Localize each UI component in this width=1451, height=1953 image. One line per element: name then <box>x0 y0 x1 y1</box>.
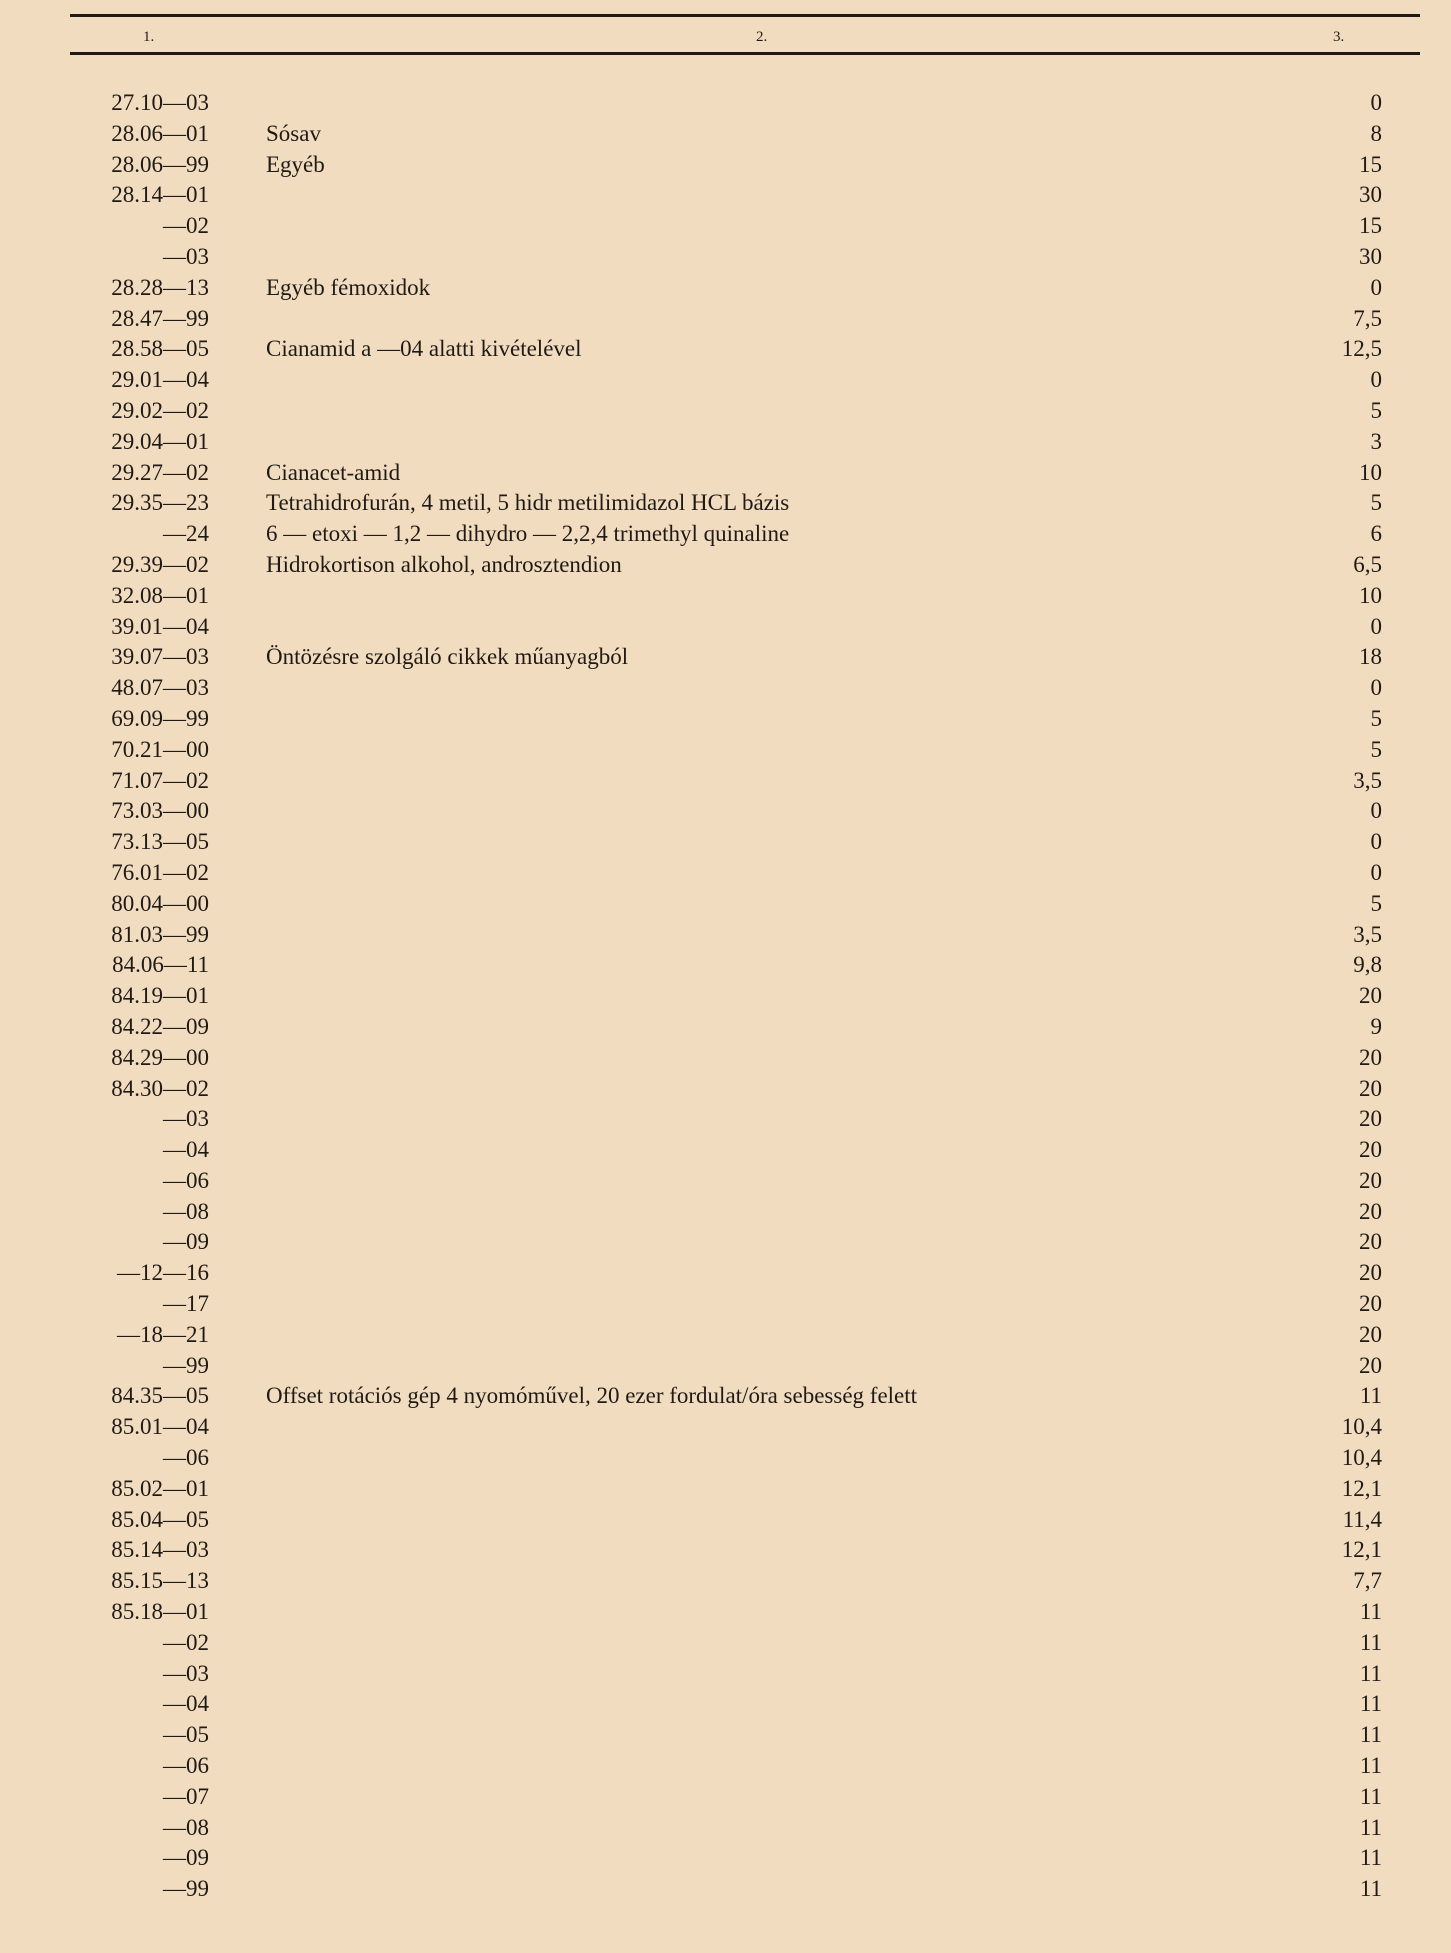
table-row <box>0 1166 1451 1197</box>
table-row <box>0 396 1451 427</box>
column-header-3: 3. <box>1333 29 1345 45</box>
duty-rate-value: 15 <box>1359 213 1382 239</box>
duty-rate-value: 0 <box>1370 675 1382 701</box>
header-top-rule <box>70 14 1420 17</box>
duty-rate-value: 11 <box>1359 1814 1382 1840</box>
table-row <box>0 1197 1451 1228</box>
tariff-code: —09 <box>163 1229 209 1255</box>
duty-rate-value: 9,8 <box>1353 952 1382 978</box>
tariff-table <box>0 88 1451 1905</box>
duty-rate-value: 8 <box>1370 120 1382 146</box>
tariff-code: —18—21 <box>117 1321 209 1347</box>
duty-rate-value: 11 <box>1359 1876 1382 1902</box>
tariff-code: 84.35—05 <box>111 1383 209 1409</box>
table-row <box>0 1782 1451 1813</box>
tariff-code: 85.14—03 <box>111 1537 209 1563</box>
tariff-code: —05 <box>163 1722 209 1748</box>
duty-rate-value: 9 <box>1370 1013 1382 1039</box>
tariff-code: —24 <box>163 521 209 547</box>
duty-rate-value: 20 <box>1359 1291 1382 1317</box>
table-row <box>0 1474 1451 1505</box>
duty-rate-value: 12,1 <box>1341 1475 1382 1501</box>
duty-rate-value: 0 <box>1370 367 1382 393</box>
tariff-code: 29.27—02 <box>111 459 209 485</box>
table-row <box>0 1258 1451 1289</box>
table-row <box>0 1381 1451 1412</box>
table-row <box>0 920 1451 951</box>
duty-rate-value: 7,5 <box>1353 305 1382 331</box>
duty-rate-value: 6,5 <box>1353 551 1382 577</box>
duty-rate-value: 0 <box>1370 859 1382 885</box>
table-row <box>0 211 1451 242</box>
tariff-code: 71.07—02 <box>111 767 209 793</box>
item-description: Tetrahidrofurán, 4 metil, 5 hidr metilimidazol HCL bázis <box>266 490 790 516</box>
item-description: Egyéb fémoxidok <box>266 274 431 300</box>
table-row <box>0 642 1451 673</box>
tariff-code: —08 <box>163 1198 209 1224</box>
tariff-code: 85.02—01 <box>111 1475 209 1501</box>
table-row <box>0 1566 1451 1597</box>
duty-rate-value: 11 <box>1359 1691 1382 1717</box>
duty-rate-value: 20 <box>1359 1075 1382 1101</box>
duty-rate-value: 11 <box>1359 1599 1382 1625</box>
tariff-code: 70.21—00 <box>111 736 209 762</box>
duty-rate-value: 10 <box>1359 582 1382 608</box>
tariff-code: —17 <box>163 1291 209 1317</box>
duty-rate-value: 10,4 <box>1341 1414 1382 1440</box>
table-row <box>0 1628 1451 1659</box>
duty-rate-value: 3,5 <box>1353 767 1382 793</box>
duty-rate-value: 3,5 <box>1353 921 1382 947</box>
tariff-code: —04 <box>163 1691 209 1717</box>
table-row <box>0 273 1451 304</box>
table-row <box>0 1104 1451 1135</box>
duty-rate-value: 20 <box>1359 1198 1382 1224</box>
tariff-code: 48.07—03 <box>111 675 209 701</box>
table-row <box>0 1505 1451 1536</box>
duty-rate-value: 10 <box>1359 459 1382 485</box>
table-row <box>0 365 1451 396</box>
duty-rate-value: 20 <box>1359 1321 1382 1347</box>
tariff-code: 39.01—04 <box>111 613 209 639</box>
table-row <box>0 1843 1451 1874</box>
tariff-code: 28.47—99 <box>111 305 209 331</box>
duty-rate-value: 11 <box>1359 1383 1382 1409</box>
table-row <box>0 858 1451 889</box>
duty-rate-value: 20 <box>1359 1106 1382 1132</box>
tariff-code: 81.03—99 <box>111 921 209 947</box>
table-row <box>0 1135 1451 1166</box>
duty-rate-value: 6 <box>1370 521 1382 547</box>
item-description: Egyéb <box>266 151 325 177</box>
duty-rate-value: 12,5 <box>1341 336 1382 362</box>
tariff-code: —06 <box>163 1445 209 1471</box>
tariff-code: 84.19—01 <box>111 983 209 1009</box>
tariff-code: —99 <box>163 1352 209 1378</box>
table-row <box>0 1659 1451 1690</box>
duty-rate-value: 30 <box>1359 243 1382 269</box>
tariff-code: 29.04—01 <box>111 428 209 454</box>
table-row <box>0 981 1451 1012</box>
table-row <box>0 735 1451 766</box>
table-row <box>0 334 1451 365</box>
table-row <box>0 1874 1451 1905</box>
duty-rate-value: 20 <box>1359 1167 1382 1193</box>
duty-rate-value: 3 <box>1370 428 1382 454</box>
table-row <box>0 1535 1451 1566</box>
item-description: Hidrokortison alkohol, androsztendion <box>266 551 622 577</box>
table-row <box>0 766 1451 797</box>
tariff-code: 73.03—00 <box>111 798 209 824</box>
item-description: Offset rotációs gép 4 nyomóművel, 20 ezer fordulat/óra sebesség felett <box>266 1383 918 1409</box>
tariff-code: 80.04—00 <box>111 890 209 916</box>
tariff-code: —02 <box>163 213 209 239</box>
tariff-code: —06 <box>163 1167 209 1193</box>
tariff-code: 28.14—01 <box>111 182 209 208</box>
tariff-code: —99 <box>163 1876 209 1902</box>
duty-rate-value: 5 <box>1370 705 1382 731</box>
tariff-code: 27.10—03 <box>111 90 209 115</box>
tariff-code: —08 <box>163 1814 209 1840</box>
duty-rate-value: 0 <box>1370 829 1382 855</box>
table-row <box>0 1351 1451 1382</box>
tariff-code: 28.58—05 <box>111 336 209 362</box>
table-row <box>0 950 1451 981</box>
table-row <box>0 519 1451 550</box>
duty-rate-value: 5 <box>1370 736 1382 762</box>
duty-rate-value: 20 <box>1359 1260 1382 1286</box>
duty-rate-value: 7,7 <box>1353 1568 1382 1594</box>
tariff-code: 84.06—11 <box>112 952 209 978</box>
tariff-code: 85.15—13 <box>111 1568 209 1594</box>
table-row <box>0 427 1451 458</box>
tariff-code: 85.01—04 <box>111 1414 209 1440</box>
tariff-code: 28.06—99 <box>111 151 209 177</box>
tariff-code: —02 <box>163 1629 209 1655</box>
table-row <box>0 827 1451 858</box>
tariff-code: —04 <box>163 1137 209 1163</box>
tariff-code: 29.39—02 <box>111 551 209 577</box>
table-row <box>0 673 1451 704</box>
table-row <box>0 550 1451 581</box>
tariff-code: 39.07—03 <box>111 644 209 670</box>
duty-rate-value: 5 <box>1370 490 1382 516</box>
tariff-code: 28.28—13 <box>111 274 209 300</box>
column-header-1: 1. <box>143 29 155 45</box>
item-description: Cianacet-amid <box>266 459 401 485</box>
duty-rate-value: 11 <box>1359 1783 1382 1809</box>
duty-rate-value: 11 <box>1359 1660 1382 1686</box>
duty-rate-value: 0 <box>1370 274 1382 300</box>
table-row <box>0 1074 1451 1105</box>
table-row <box>0 1751 1451 1782</box>
duty-rate-value: 10,4 <box>1341 1445 1382 1471</box>
table-row <box>0 1720 1451 1751</box>
table-row <box>0 1597 1451 1628</box>
tariff-code: —03 <box>163 243 209 269</box>
table-row <box>0 88 1451 119</box>
tariff-code: 76.01—02 <box>111 859 209 885</box>
tariff-code: 29.35—23 <box>111 490 209 516</box>
table-row <box>0 180 1451 211</box>
tariff-code: 69.09—99 <box>111 705 209 731</box>
tariff-code: 73.13—05 <box>111 829 209 855</box>
table-row <box>0 1813 1451 1844</box>
table-row <box>0 796 1451 827</box>
duty-rate-value: 30 <box>1359 182 1382 208</box>
tariff-code: 84.29—00 <box>111 1044 209 1070</box>
tariff-code: 32.08—01 <box>111 582 209 608</box>
item-description: 6 — etoxi — 1,2 — dihydro — 2,2,4 trimethyl quinaline <box>266 521 790 547</box>
table-row <box>0 1689 1451 1720</box>
tariff-code: 28.06—01 <box>111 120 209 146</box>
duty-rate-value: 18 <box>1359 644 1382 670</box>
table-row <box>0 150 1451 181</box>
table-row <box>0 242 1451 273</box>
table-row <box>0 304 1451 335</box>
duty-rate-value: 20 <box>1359 1137 1382 1163</box>
tariff-code: 29.01—04 <box>111 367 209 393</box>
header-bottom-rule <box>70 52 1420 55</box>
duty-rate-value: 20 <box>1359 983 1382 1009</box>
tariff-code: 29.02—02 <box>111 397 209 423</box>
table-row <box>0 1043 1451 1074</box>
table-row <box>0 1443 1451 1474</box>
tariff-code: 84.30—02 <box>111 1075 209 1101</box>
duty-rate-value: 11 <box>1359 1845 1382 1871</box>
tariff-code: —07 <box>163 1783 209 1809</box>
item-description: Öntözésre szolgáló cikkek műanyagból <box>266 644 629 670</box>
duty-rate-value: 11 <box>1359 1722 1382 1748</box>
tariff-code: —03 <box>163 1660 209 1686</box>
duty-rate-value: 20 <box>1359 1044 1382 1070</box>
table-row <box>0 1320 1451 1351</box>
tariff-code: 85.18—01 <box>111 1599 209 1625</box>
table-row <box>0 119 1451 150</box>
item-description: Cianamid a —04 alatti kivételével <box>266 336 582 362</box>
tariff-code: 84.22—09 <box>111 1013 209 1039</box>
table-row <box>0 704 1451 735</box>
table-row <box>0 1289 1451 1320</box>
table-row <box>0 581 1451 612</box>
duty-rate-value: 5 <box>1370 890 1382 916</box>
table-row <box>0 612 1451 643</box>
tariff-code: —03 <box>163 1106 209 1132</box>
tariff-code: —09 <box>163 1845 209 1871</box>
table-row <box>0 458 1451 489</box>
duty-rate-value: 0 <box>1370 798 1382 824</box>
table-row <box>0 1012 1451 1043</box>
duty-rate-value: 11 <box>1359 1629 1382 1655</box>
table-row <box>0 488 1451 519</box>
column-header-2: 2. <box>756 29 768 45</box>
duty-rate-value: 11 <box>1359 1753 1382 1779</box>
duty-rate-value: 5 <box>1370 397 1382 423</box>
duty-rate-value: 20 <box>1359 1229 1382 1255</box>
tariff-code: 85.04—05 <box>111 1506 209 1532</box>
tariff-code: —06 <box>163 1753 209 1779</box>
item-description: Sósav <box>266 120 321 146</box>
duty-rate-value: 0 <box>1370 613 1382 639</box>
duty-rate-value: 11,4 <box>1342 1506 1382 1532</box>
table-row <box>0 1412 1451 1443</box>
duty-rate-value: 15 <box>1359 151 1382 177</box>
duty-rate-value: 12,1 <box>1341 1537 1382 1563</box>
table-row <box>0 1227 1451 1258</box>
tariff-code: —12—16 <box>117 1260 209 1286</box>
table-row <box>0 889 1451 920</box>
duty-rate-value: 0 <box>1370 90 1382 115</box>
duty-rate-value: 20 <box>1359 1352 1382 1378</box>
